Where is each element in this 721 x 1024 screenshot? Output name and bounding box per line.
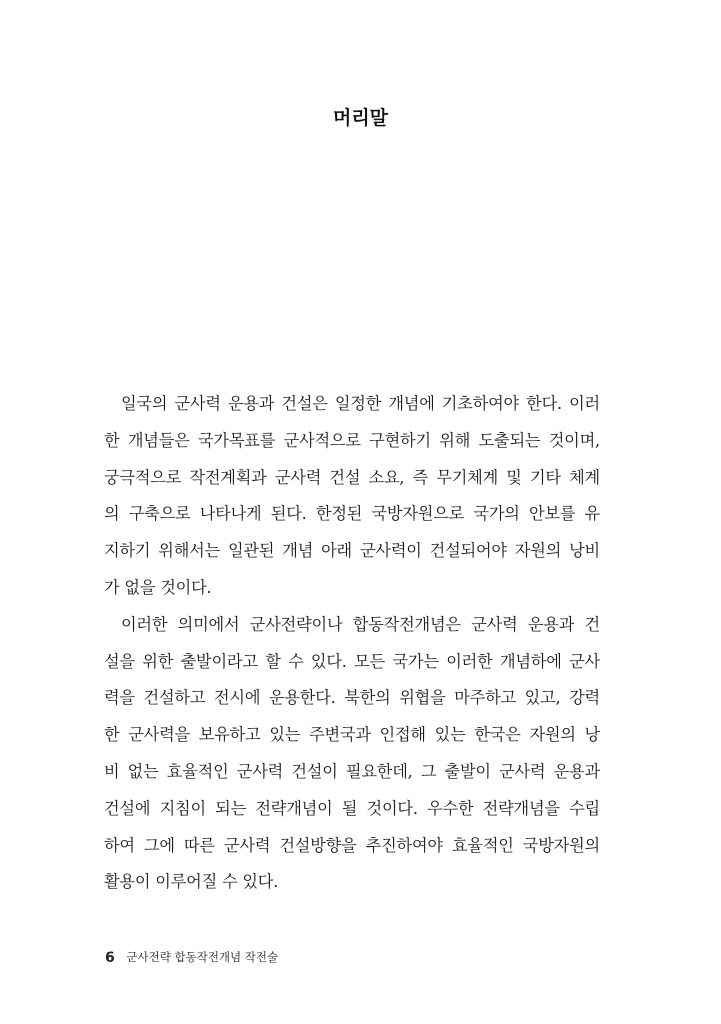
paragraph-line: 한 군사력을 보유하고 있는 주변국과 인접해 있는 한국은 자원의 낭 xyxy=(104,725,600,745)
paragraph-line: 하여 그에 따른 군사력 건설방향을 추진하여야 효율적인 국방자원의 xyxy=(104,835,600,855)
paragraph-line: 지하기 위해서는 일관된 개념 아래 군사력이 건설되어야 자원의 낭비 xyxy=(104,541,600,561)
page-footer xyxy=(105,949,278,966)
body-text xyxy=(104,386,600,901)
paragraph-line: 가 없을 것이다. xyxy=(104,577,212,597)
running-title: 군사전략 합동작전개념 작전술 xyxy=(126,950,279,964)
paragraph-line: 이러한 의미에서 군사전략이나 합동작전개념은 군사력 운용과 건 xyxy=(121,614,600,634)
paragraph-line: 비 없는 효율적인 군사력 건설이 필요한데, 그 출발이 군사력 운용과 xyxy=(104,761,600,781)
paragraph-line: 한 개념들은 국가목표를 군사적으로 구현하기 위해 도출되는 것이며, xyxy=(104,430,600,450)
paragraph-line: 력을 건설하고 전시에 운용한다. 북한의 위협을 마주하고 있고, 강력 xyxy=(104,688,600,708)
page-title: 머리말 xyxy=(332,107,389,129)
paragraph-line: 설을 위한 출발이라고 할 수 있다. 모든 국가는 이러한 개념하에 군사 xyxy=(104,651,600,671)
paragraph-line: 의 구축으로 나타나게 된다. 한정된 국방자원으로 국가의 안보를 유 xyxy=(104,504,600,524)
paragraph-line: 일국의 군사력 운용과 건설은 일정한 개념에 기초하여야 한다. 이러 xyxy=(121,394,600,413)
paragraph-line: 건설에 지침이 되는 전략개념이 될 것이다. 우수한 전략개념을 수립 xyxy=(104,798,600,818)
page-number: 6 xyxy=(105,950,115,966)
paragraph-line: 궁극적으로 작전계획과 군사력 건설 소요, 즉 무기체계 및 기타 체계 xyxy=(104,467,600,487)
paragraph-line: 활용이 이루어질 수 있다. xyxy=(104,872,279,892)
